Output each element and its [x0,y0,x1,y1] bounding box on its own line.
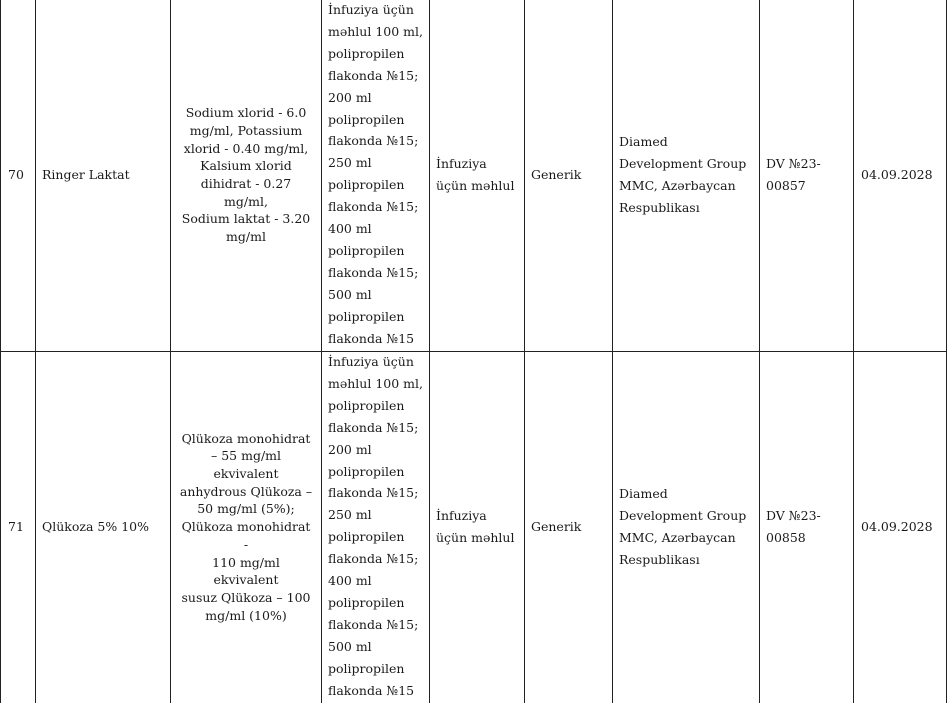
drug-type: Generik [531,167,582,182]
packaging: İnfuziya üçün məhlul 100 ml, polipropilen flakonda №15; 200 ml polipropilen flakonda №15; 250 ml polipropilen flakonda №15; 400 ml polipropilen flakonda №15; 500 ml polipropilen flakonda №15 [328,354,423,698]
cell-dosage-form [430,351,525,703]
cell-drug-name [36,0,171,351]
cell-packaging [322,351,430,703]
row-number: 71 [8,519,24,534]
manufacturer: Diamed Development Group MMC, Azərbaycan Respublikası [619,134,747,215]
drug-name: Ringer Laktat [42,167,130,182]
cell-expiry-date [854,351,947,703]
cell-drug-type [525,0,613,351]
cell-dosage-form [430,0,525,351]
cell-manufacturer [613,351,760,703]
cell-registration-number [760,351,854,703]
dosage-form: İnfuziya üçün məhlul [436,156,515,193]
table-row [0,351,947,703]
cell-composition [171,351,322,703]
packaging: İnfuziya üçün məhlul 100 ml, polipropilen flakonda №15; 200 ml polipropilen flakonda №15; 250 ml polipropilen flakonda №15; 400 ml polipropilen flakonda №15; 500 ml polipropilen flakonda №15 [328,2,423,346]
cell-expiry-date [854,0,947,351]
cell-registration-number [760,0,854,351]
cell-number [1,0,36,351]
composition: Qlükoza monohidrat – 55 mg/ml ekvivalent anhydrous Qlükoza – 50 mg/ml (5%); Qlükoza monohidrat - 110 mg/ml ekvivalent susuz Qlükoza – 100 mg/ml (10%) [179,430,313,623]
registration-number: DV №23- 00858 [766,508,821,545]
expiry-date: 04.09.2028 [861,519,933,534]
expiry-date: 04.09.2028 [861,167,933,182]
dosage-form: İnfuziya üçün məhlul [436,508,515,545]
cell-number [1,351,36,703]
cell-composition [171,0,322,351]
drug-name: Qlükoza 5% 10% [42,519,149,534]
drug-type: Generik [531,519,582,534]
cell-drug-type [525,351,613,703]
cell-packaging [322,0,430,351]
composition: Sodium xlorid - 6.0 mg/ml, Potassium xlorid - 0.40 mg/ml, Kalsium xlorid dihidrat - 0.27 mg/ml, Sodium laktat - 3.20 mg/ml [181,105,311,245]
cell-manufacturer [613,0,760,351]
manufacturer: Diamed Development Group MMC, Azərbaycan Respublikası [619,486,747,567]
row-number: 70 [8,167,24,182]
registration-number: DV №23- 00857 [766,156,821,193]
cell-drug-name [36,351,171,703]
